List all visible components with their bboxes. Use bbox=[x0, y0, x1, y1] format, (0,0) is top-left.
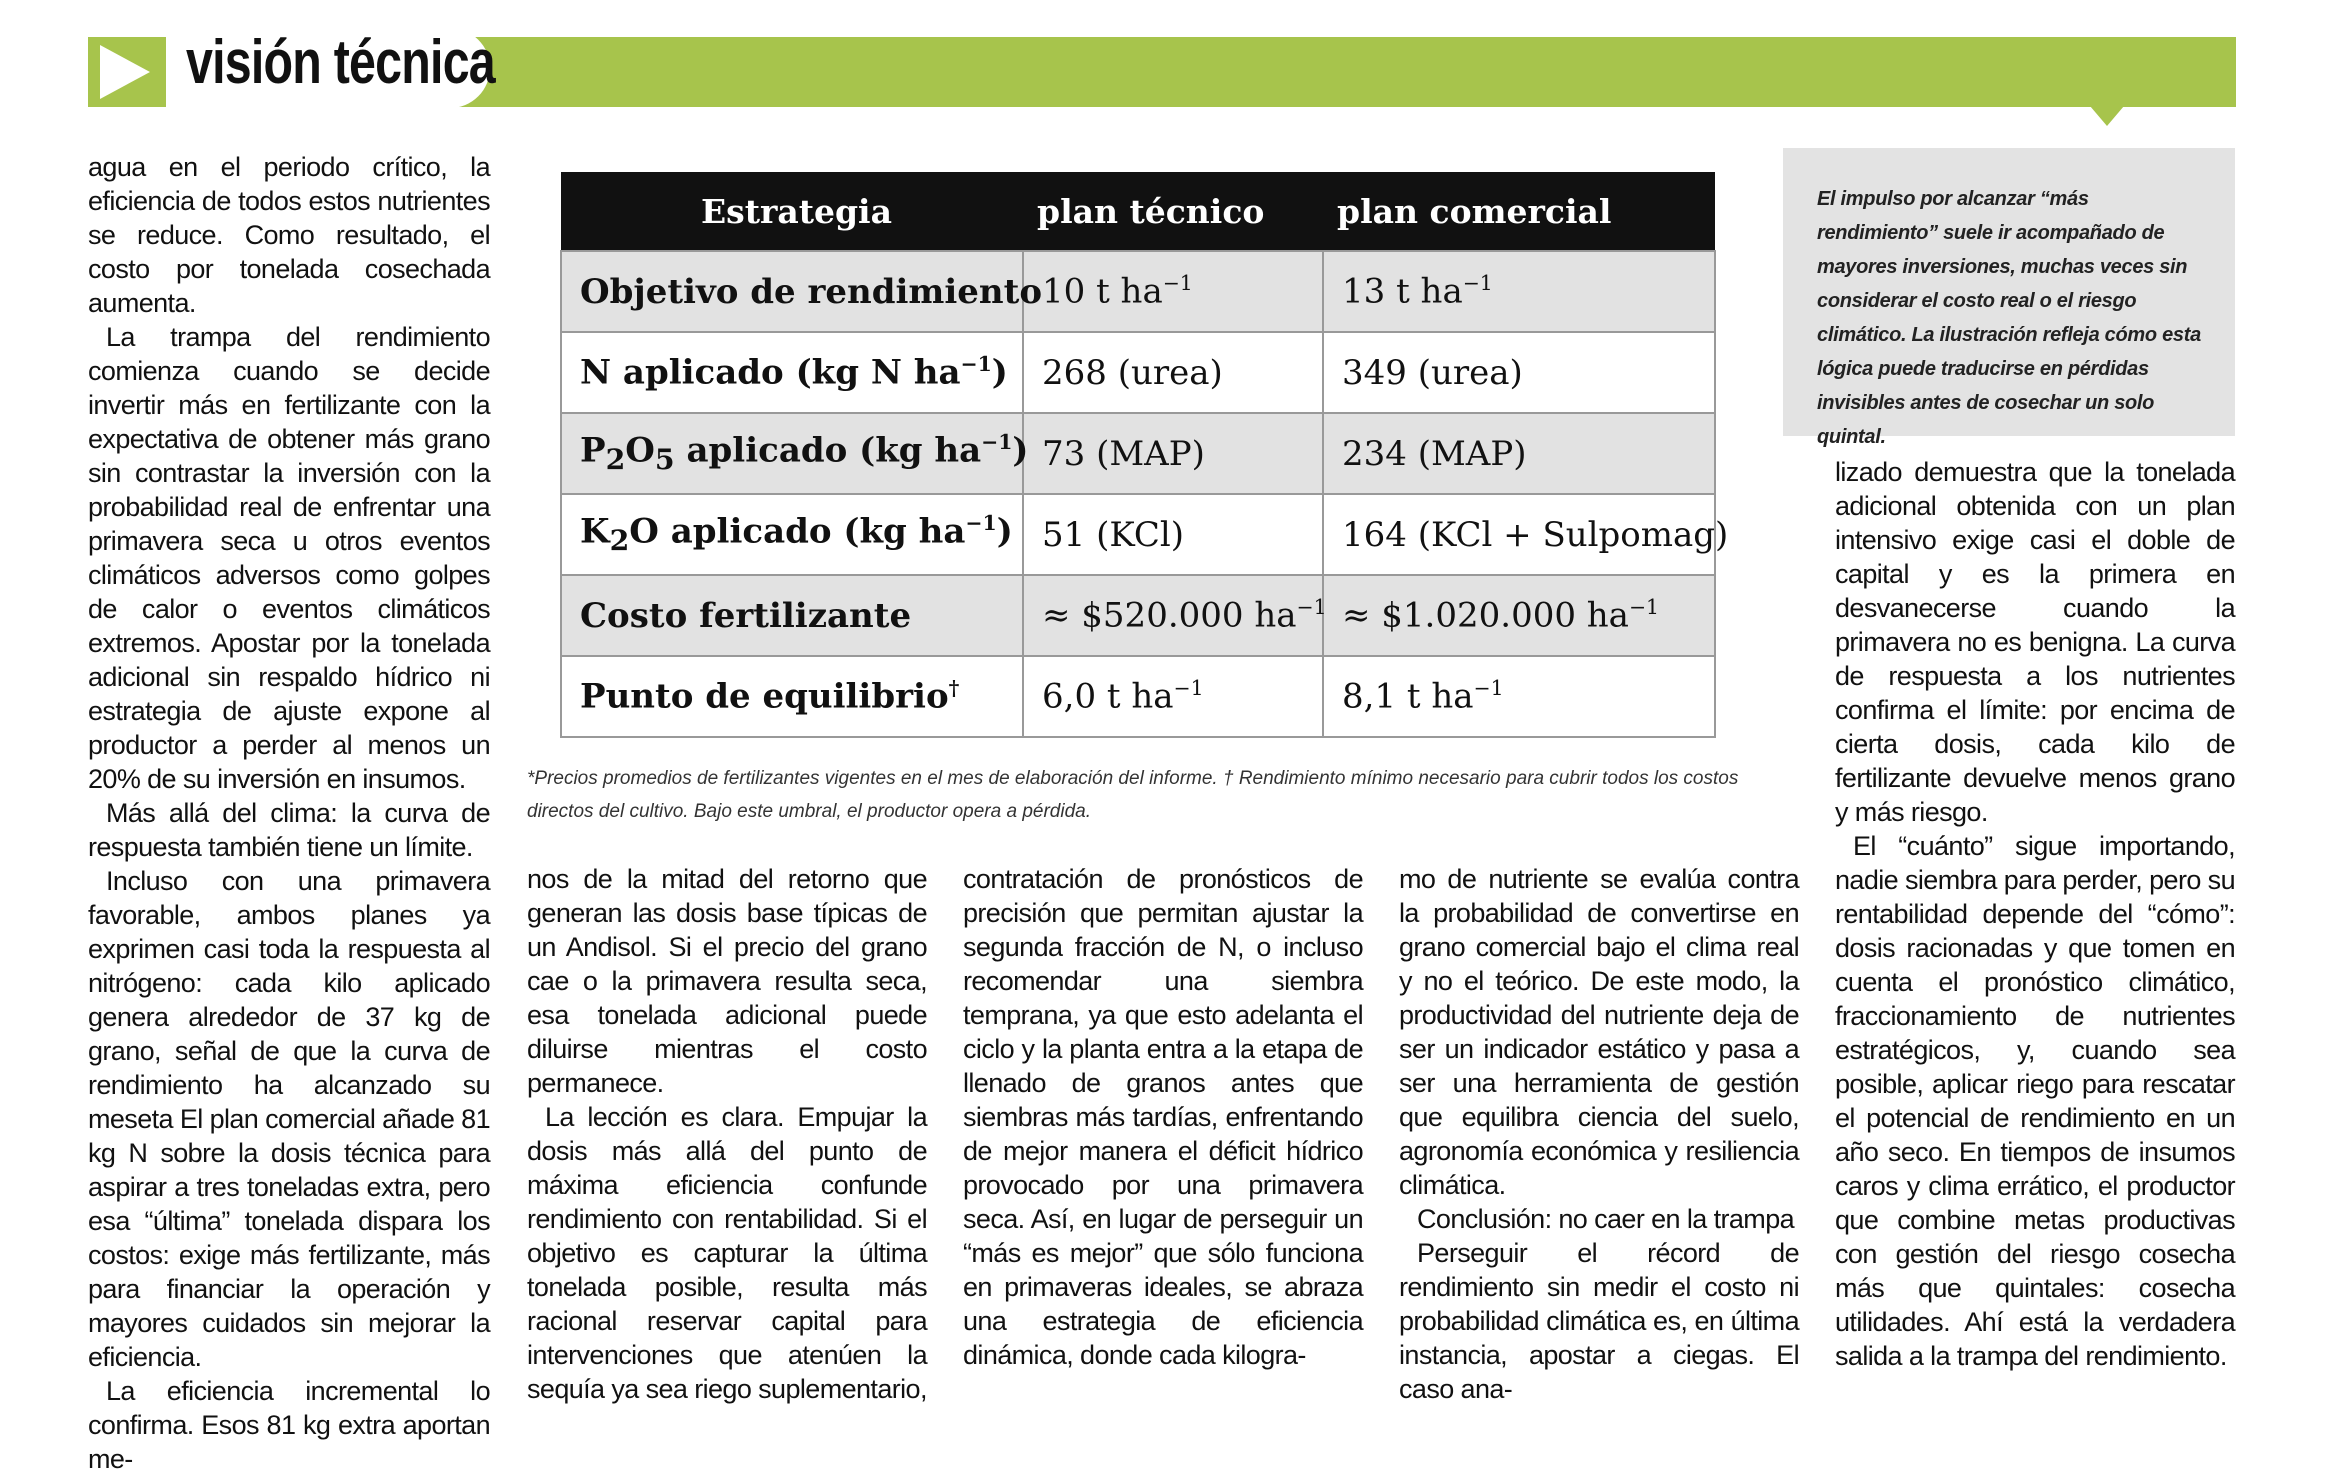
table-header-cell: Estrategia bbox=[561, 172, 1023, 251]
table-row bbox=[561, 413, 1715, 494]
table-cell-plan-comercial: 349 (urea) bbox=[1323, 332, 1715, 413]
paragraph: La eficiencia incremental lo confirma. Esos 81 kg extra aportan me- bbox=[88, 1376, 490, 1474]
table-header-cell: plan comercial bbox=[1323, 172, 1715, 251]
callout-pointer-icon bbox=[2090, 106, 2124, 126]
paragraph: agua en el periodo crítico, la eficiencia de todos estos nutrientes se reduce. Como resultado, el costo por tonelada cosechada aumenta. bbox=[88, 152, 490, 318]
table-cell-plan-comercial: 164 (KCl + Sulpomag) bbox=[1323, 494, 1715, 575]
table-row bbox=[561, 494, 1715, 575]
table-cell-plan-tecnico: 268 (urea) bbox=[1023, 332, 1323, 413]
table-cell-plan-comercial: 8,1 t $ha^{-1}$ bbox=[1323, 656, 1715, 737]
article-column-5 bbox=[1835, 455, 2235, 1373]
table-footnote: *Precios promedios de fertilizantes vigentes en el mes de elaboración del informe. † Rendimiento mínimo necesario para cubrir todos los costos directos del cultivo. Bajo este umbral, el productor opera a pérdida. bbox=[527, 768, 1739, 822]
table-cell-plan-tecnico: 6,0 t $ha^{-1}$ bbox=[1023, 656, 1323, 737]
table-cell-plan-tecnico: 51 (KCl) bbox=[1023, 494, 1323, 575]
article-column-1 bbox=[88, 150, 490, 1476]
table-cell-strategy: Punto de equilibrio† bbox=[561, 656, 1023, 737]
paragraph: El “cuánto” sigue importando, nadie siembra para perder, pero su rentabilidad depende del “cómo”: dosis racionadas y que tomen en cuenta el pronóstico climático, fraccionamiento de nutrientes estratégicos, y, cuando sea posible, aplicar riego para rescatar el potencial de rendimiento en un año seco. En tiempos de insumos caros y clima errático, el productor que combine metas productivas con gestión del riesgo cosecha más que quintales: cosecha utilidades. Ahí está la verdadera salida a la trampa del rendimiento. bbox=[1835, 831, 2235, 1371]
paragraph: La trampa del rendimiento comienza cuando se decide invertir más en fertilizante con la expectativa de obtener más grano sin contrastar la inversión con la probabilidad real de enfrentar una primavera seca u otros eventos climáticos adversos como golpes de calor o eventos climáticos extremos. Apostar por la tonelada adicional sin respaldo hídrico ni estrategia de ajuste expone al productor a perder al menos un 20% de su inversión en insumos. bbox=[88, 322, 490, 794]
paragraph: Más allá del clima: la curva de respuesta también tiene un límite. bbox=[88, 798, 490, 862]
paragraph: nos de la mitad del retorno que generan las dosis base típicas de un Andisol. Si el precio del grano cae o la primavera resulta seca, esa tonelada adicional puede diluirse mientras el costo permanece. bbox=[527, 864, 927, 1098]
subheading: Conclusión: no caer en la trampa bbox=[1417, 1204, 1795, 1234]
table-cell-strategy: $K_2O$ aplicado (kg $ha^{-1}$) bbox=[561, 494, 1023, 575]
table-cell-plan-tecnico: 10 t $ha^{-1}$ bbox=[1023, 251, 1323, 332]
table-cell-strategy: Objetivo de rendimiento bbox=[561, 251, 1023, 332]
article-column-2 bbox=[527, 862, 927, 1406]
table-cell-strategy: Costo fertilizante bbox=[561, 575, 1023, 656]
table-row bbox=[561, 251, 1715, 332]
paragraph: mo de nutriente se evalúa contra la probabilidad de convertirse en grano comercial bajo el clima real y no el teórico. De este modo, la productividad del nutriente deja de ser un indicador estático y pasa a ser una herramienta de gestión que equilibra ciencia del suelo, agronomía económica y resiliencia climática. bbox=[1399, 864, 1799, 1200]
table-cell-plan-comercial: 13 t $ha^{-1}$ bbox=[1323, 251, 1715, 332]
paragraph: La lección es clara. Empujar la dosis más allá del punto de máxima eficiencia confunde rendimiento con rentabilidad. Si el objetivo es capturar la última tonelada posible, resulta más racional reservar capital para intervenciones que atenúen la sequía ya sea riego suplementario, bbox=[527, 1102, 927, 1404]
table-row bbox=[561, 575, 1715, 656]
strategy-table bbox=[560, 172, 1729, 738]
table-cell-plan-comercial: ≈ $1.020.000 $ha^{-1}$ bbox=[1323, 575, 1715, 656]
play-icon bbox=[100, 45, 150, 99]
table-cell-strategy: N aplicado (kg N $ha^{-1}$) bbox=[561, 332, 1023, 413]
paragraph: Incluso con una primavera favorable, ambos planes ya exprimen casi toda la respuesta al nitrógeno: cada kilo aplicado genera alrededor de 37 kg de grano, señal de que la curva de rendimiento ha alcanzado su meseta El plan comercial añade 81 kg N sobre la dosis técnica para aspirar a tres toneladas extra, pero esa “última” tonelada dispara los costos: exige más fertilizante, más para financiar la operación y mayores cuidados sin mejorar la eficiencia. bbox=[88, 866, 490, 1372]
paragraph: contratación de pronósticos de precisión que permitan ajustar la segunda fracción de N, o incluso recomendar una siembra temprana, ya que esto adelanta el ciclo y la planta entra a la etapa de llenado de granos antes que siembras más tardías, enfrentando de mejor manera el déficit hídrico provocado por una primavera seca. Así, en lugar de perseguir un “más es mejor” que sólo funciona en primaveras ideales, se abraza una estrategia de eficiencia dinámica, donde cada kilogra- bbox=[963, 864, 1363, 1370]
article-column-4 bbox=[1399, 862, 1799, 1406]
table-cell-plan-tecnico: ≈ $520.000 $ha^{-1}$ bbox=[1023, 575, 1323, 656]
paragraph: Perseguir el récord de rendimiento sin medir el costo ni probabilidad climática es, en última instancia, apostar a ciegas. El caso ana- bbox=[1399, 1238, 1799, 1404]
table-cell-plan-tecnico: 73 (MAP) bbox=[1023, 413, 1323, 494]
table-cell-strategy: $P_2O_5$ aplicado (kg $ha^{-1}$) bbox=[561, 413, 1023, 494]
table-cell-plan-comercial: 234 (MAP) bbox=[1323, 413, 1715, 494]
table-row bbox=[561, 332, 1715, 413]
section-title: visión técnica bbox=[186, 28, 495, 97]
table-row bbox=[561, 656, 1715, 737]
table-header-row bbox=[561, 172, 1715, 251]
table-header-cell: plan técnico bbox=[1023, 172, 1323, 251]
callout-text: El impulso por alcanzar “más rendimiento” suele ir acompañado de mayores inversiones, muchas veces sin considerar el costo real o el riesgo climático. La ilustración refleja cómo esta lógica puede traducirse en pérdidas invisibles antes de cosechar un solo quintal. bbox=[1817, 188, 2201, 448]
article-column-3 bbox=[963, 862, 1363, 1372]
paragraph: lizado demuestra que la tonelada adicional obtenida con un plan intensivo exige casi el doble de capital y es la primera en desvanecerse cuando la primavera no es benigna. La curva de respuesta a los nutrientes confirma el límite: por encima de cierta dosis, cada kilo de fertilizante devuelve menos grano y más riesgo. bbox=[1835, 457, 2235, 827]
